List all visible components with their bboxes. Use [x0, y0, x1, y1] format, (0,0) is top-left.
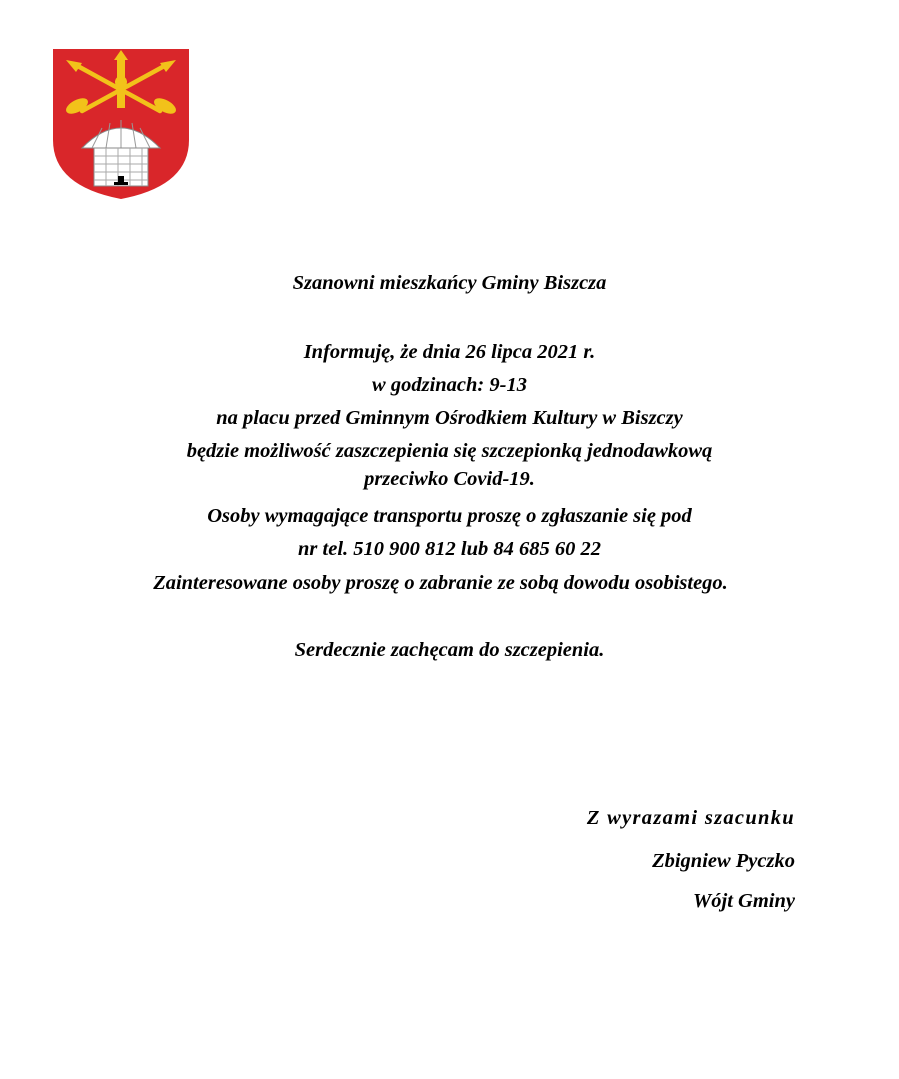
body-line-phone: nr tel. 510 900 812 lub 84 685 60 22 — [298, 538, 601, 560]
signature-title: Wójt Gminy — [693, 890, 795, 912]
closing-encouragement: Serdecznie zachęcam do szczepienia. — [294, 639, 605, 661]
body-line-location: na placu przed Gminnym Ośrodkiem Kultury w Biszczy — [216, 407, 683, 429]
body-line-vaccine: będzie możliwość zaszczepienia się szczepionką jednodawkową — [186, 440, 713, 462]
greeting: Szanowni mieszkańcy Gminy Biszcza — [292, 272, 607, 294]
signature-name: Zbigniew Pyczko — [652, 850, 795, 872]
coat-of-arms-icon — [52, 48, 190, 200]
body-line-covid: przeciwko Covid-19. — [364, 468, 535, 490]
body-line-id-document: Zainteresowane osoby proszę o zabranie ze sobą dowodu osobistego. — [153, 572, 728, 594]
body-line-transport: Osoby wymagające transportu proszę o zgłaszanie się pod — [207, 505, 692, 527]
body-line-date: Informuję, że dnia 26 lipca 2021 r. — [303, 341, 596, 363]
body-line-hours: w godzinach: 9-13 — [372, 374, 527, 396]
signature-regards: Z wyrazami szacunku — [586, 807, 795, 829]
